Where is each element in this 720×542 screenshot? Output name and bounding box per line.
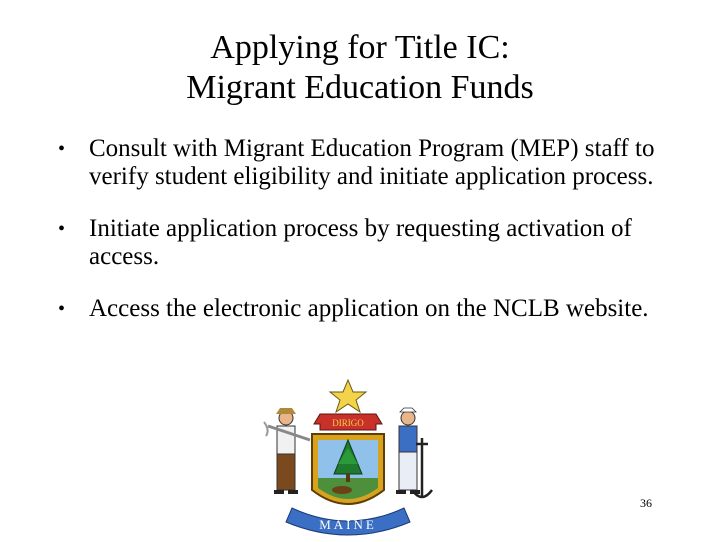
title-line-2: Migrant Education Funds	[186, 69, 534, 106]
bullet-item	[58, 215, 678, 271]
page-number: 36	[640, 496, 652, 510]
tree-trunk-icon	[346, 474, 350, 482]
farmer-figure-icon	[264, 408, 310, 494]
bullet-list	[58, 135, 678, 347]
bullet-item	[58, 295, 678, 323]
moose-icon	[332, 486, 352, 494]
sailor-figure-icon	[396, 408, 420, 494]
bullet-dot: •	[58, 138, 66, 160]
bullet-dot: •	[58, 218, 66, 240]
slide-title	[0, 28, 720, 108]
north-star-icon	[330, 380, 366, 412]
title-line-1: Applying for Title IC:	[210, 29, 510, 66]
bullet-item	[58, 135, 678, 191]
bullet-text: Consult with Migrant Education Program (MEP) staff to verify student eligibility and initiate application process.	[89, 135, 655, 190]
motto-text: DIRIGO	[332, 418, 364, 428]
bullet-text: Initiate application process by requesting activation of access.	[89, 215, 632, 270]
maine-state-seal-icon	[262, 378, 434, 542]
bullet-text: Access the electronic application on the NCLB website.	[89, 295, 649, 322]
banner-text: MAINE	[319, 517, 377, 532]
bullet-dot: •	[58, 298, 66, 320]
